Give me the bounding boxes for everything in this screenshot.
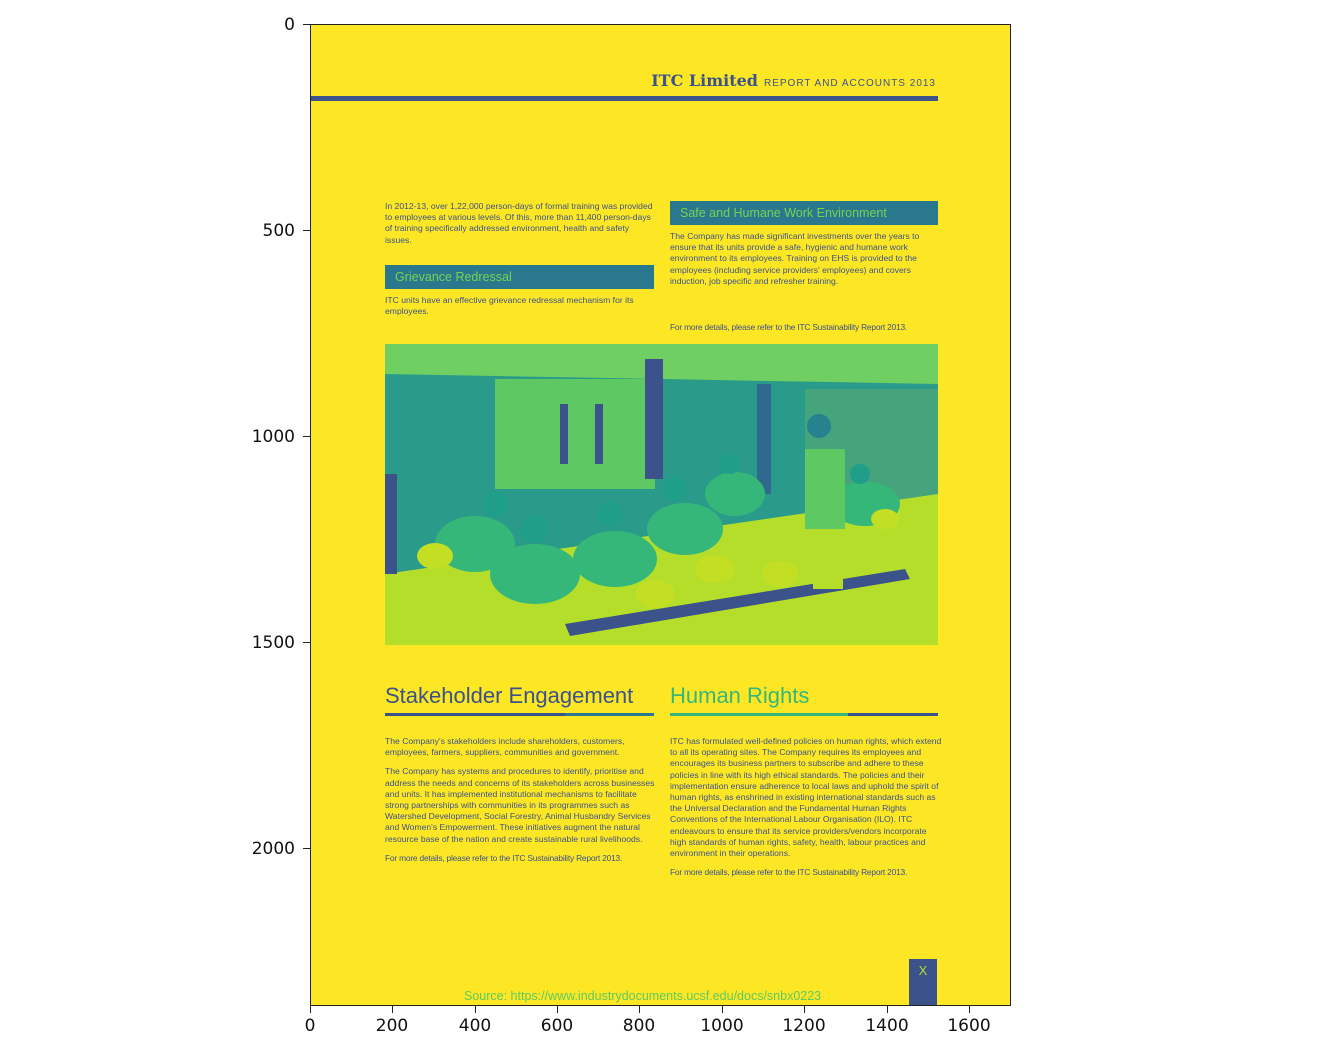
y-tick (303, 642, 310, 643)
y-tick-label: 1000 (251, 427, 295, 447)
x-tick (639, 1006, 640, 1013)
y-tick (303, 230, 310, 231)
x-tick (969, 1006, 970, 1013)
human-rights-heading: Human Rights (670, 683, 810, 708)
page-marker: X (909, 959, 937, 1006)
x-tick-label: 800 (622, 1016, 656, 1036)
x-tick-label: 1000 (700, 1016, 744, 1036)
source-caption[interactable]: Source: https://www.industrydocuments.ucsf.edu/docs/snbx0223 (464, 989, 822, 1003)
x-tick-label: 400 (458, 1016, 492, 1036)
human-rights-text (670, 736, 945, 886)
x-tick (804, 1006, 805, 1013)
y-tick-label: 0 (284, 15, 295, 35)
stakeholder-paragraph-1: The Company's stakeholders include shareholders, customers, employees, farmers, suppliers, communities and government. (385, 736, 625, 758)
human-rights-more-link[interactable]: For more details, please refer to the ITC Sustainability Report 2013. (670, 867, 908, 878)
x-tick-label: 200 (375, 1016, 409, 1036)
x-tick-label: 1600 (947, 1016, 991, 1036)
stakeholder-rule-accent (565, 713, 654, 716)
stakeholder-text (385, 736, 657, 872)
stakeholder-paragraph-2: The Company has systems and procedures to identify, prioritise and address the needs and concerns of its stakeholders across businesses and units. It has implemented institutional mechanisms to facilitate strong partnerships with communities in its programmes such as Watershed Development, Social Forestry, Animal Husbandry Services and Women's Empowerment. These initiatives augment the natural resource base of the nation and create sustainable rural livelihoods. (385, 766, 655, 844)
x-tick-label: 600 (540, 1016, 574, 1036)
x-tick-label: 0 (304, 1016, 316, 1036)
x-tick (557, 1006, 558, 1013)
grievance-paragraph: ITC units have an effective grievance redressal mechanism for its employees. (385, 295, 634, 317)
x-tick (310, 1006, 311, 1013)
y-tick-label: 500 (262, 221, 295, 241)
x-tick (475, 1006, 476, 1013)
human-rights-paragraph: ITC has formulated well-defined policies on human rights, which extend to all its operating sites. The Company requires its employees and encourages its business partners to subscribe and adhere to these policies in line with its high ethical standards. The policies and their implementation ensure adherence to local laws and uphold the spirit of human rights, as enshrined in existing international standards such as the Universal Declaration and the Fundamental Human Rights Conventions of the International Labour Organisation (ILO). ITC endeavours to ensure that its service providers/vendors incorporate high standards of human rights, safety, health, labour practices and environment in their operations. (670, 736, 942, 859)
grievance-heading: Grievance Redressal (385, 265, 654, 289)
y-tick (303, 436, 310, 437)
x-tick (392, 1006, 393, 1013)
y-tick-label: 2000 (251, 839, 295, 859)
page-title (651, 71, 936, 91)
report-subtitle: REPORT AND ACCOUNTS 2013 (763, 78, 936, 89)
y-tick (303, 848, 310, 849)
safe-work-more-link[interactable]: For more details, please refer to the ITC Sustainability Report 2013. (670, 322, 908, 332)
x-tick (887, 1006, 888, 1013)
human-rights-rule (670, 713, 848, 716)
training-classroom-photo (385, 344, 938, 645)
stakeholder-more-link[interactable]: For more details, please refer to the ITC Sustainability Report 2013. (385, 852, 623, 863)
human-rights-rule-accent (848, 713, 938, 716)
y-tick (303, 24, 310, 25)
brand-name: ITC Limited (651, 71, 758, 90)
safe-work-paragraph: The Company has made significant investments over the years to ensure that its units provide a safe, hygienic and humane work environment to its employees. Training on EHS is provided to the employees (including service providers' employees) and covers induction, job specific and refresher training. (670, 231, 920, 286)
header-rule (311, 96, 938, 101)
x-tick (722, 1006, 723, 1013)
y-tick-label: 1500 (251, 633, 295, 653)
stakeholder-heading: Stakeholder Engagement (385, 683, 634, 708)
x-tick-label: 1400 (865, 1016, 909, 1036)
x-tick-label: 1200 (782, 1016, 826, 1036)
stakeholder-rule (385, 713, 565, 716)
document-page (310, 24, 1011, 1006)
safe-work-heading: Safe and Humane Work Environment (670, 201, 938, 225)
photo-illustration (385, 344, 938, 645)
training-paragraph: In 2012-13, over 1,22,000 person-days of formal training was provided to employees at various levels. Of this, more than 11,400 person-days of training specifically addressed environment, health and safety issues. (385, 201, 653, 245)
